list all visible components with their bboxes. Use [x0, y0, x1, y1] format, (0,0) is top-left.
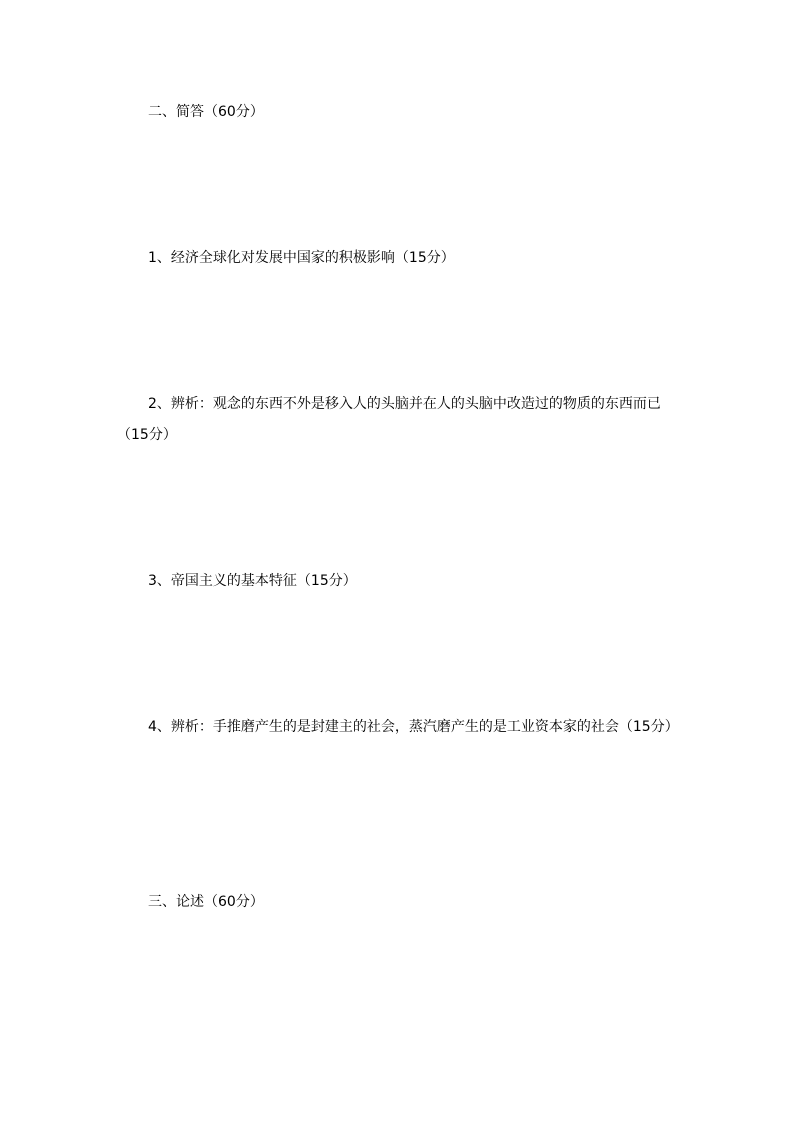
question-2-line-1: 2、辨析：观念的东西不外是移入人的头脑并在人的头脑中改造过的物质的东西而已 — [148, 396, 661, 412]
question-2-line-2: （15分） — [117, 427, 177, 443]
question-4: 4、辨析：手推磨产生的是封建主的社会，蒸汽磨产生的是工业资本家的社会（15分） — [148, 719, 679, 735]
question-3: 3、帝国主义的基本特征（15分） — [148, 573, 357, 589]
section-heading-short-answer: 二、简答（60分） — [148, 104, 264, 120]
question-1: 1、经济全球化对发展中国家的积极影响（15分） — [148, 250, 455, 266]
section-heading-essay: 三、论述（60分） — [148, 894, 264, 910]
